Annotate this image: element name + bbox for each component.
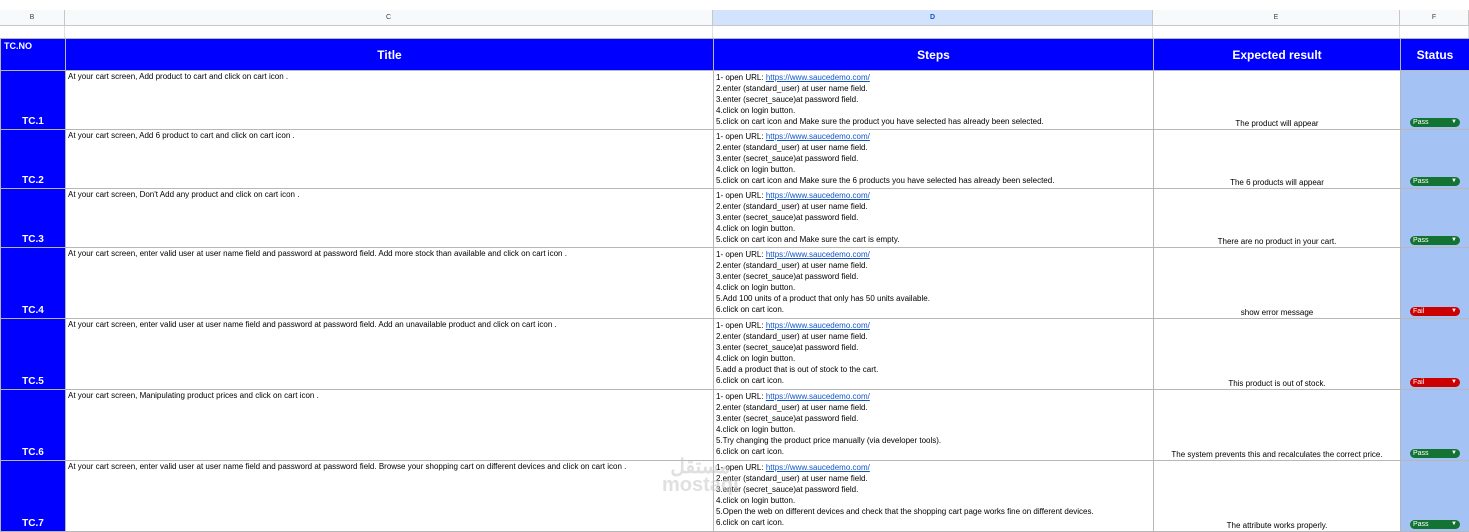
expected-result-cell[interactable]: This product is out of stock.	[1154, 319, 1401, 390]
step-line: 4.click on login button.	[716, 495, 1151, 506]
url-link[interactable]: https://www.saucedemo.com/	[766, 191, 870, 200]
table-row	[1, 71, 1469, 130]
header-tcno[interactable]: TC.NO	[1, 39, 66, 71]
table-row	[1, 390, 1469, 461]
step-line: 3.enter (secret_sauce)at password field.	[716, 94, 1151, 105]
chevron-down-icon: ▼	[1451, 449, 1457, 458]
header-steps[interactable]: Steps	[714, 39, 1154, 71]
column-header-e[interactable]: E	[1153, 10, 1400, 25]
test-case-table	[0, 38, 1469, 532]
test-case-id-cell[interactable]: TC.7	[1, 461, 66, 532]
steps-cell[interactable]	[714, 130, 1154, 189]
title-cell[interactable]: At your cart screen, Don't Add any product and click on cart icon .	[66, 189, 714, 248]
step-text: 1- open URL:	[716, 463, 766, 472]
step-line: 6.click on cart icon.	[716, 375, 1151, 386]
step-line: 4.click on login button.	[716, 164, 1151, 175]
column-header-bar	[0, 10, 1469, 26]
table-row	[1, 248, 1469, 319]
step-line: 4.click on login button.	[716, 353, 1151, 364]
step-line: 5.Add 100 units of a product that only has 50 units available.	[716, 293, 1151, 304]
step-line	[716, 72, 1151, 83]
blank-row	[0, 26, 1469, 38]
status-dropdown-chip[interactable]	[1410, 378, 1460, 387]
step-line	[716, 462, 1151, 473]
step-line: 4.click on login button.	[716, 424, 1151, 435]
step-line: 5.click on cart icon and Make sure the 6 products you have selected has already been selected.	[716, 175, 1151, 186]
expected-result-cell[interactable]: show error message	[1154, 248, 1401, 319]
steps-cell[interactable]	[714, 319, 1154, 390]
step-text: 1- open URL:	[716, 191, 766, 200]
title-cell[interactable]: At your cart screen, enter valid user at user name field and password at password field. Add more stock than available and click on cart icon .	[66, 248, 714, 319]
watermark-arabic: مستقل	[662, 458, 739, 476]
url-link[interactable]: https://www.saucedemo.com/	[766, 392, 870, 401]
step-line: 4.click on login button.	[716, 105, 1151, 116]
step-line	[716, 320, 1151, 331]
column-header-c[interactable]: C	[65, 10, 713, 25]
step-line	[716, 131, 1151, 142]
table-row	[1, 319, 1469, 390]
header-title[interactable]: Title	[66, 39, 714, 71]
test-case-id-cell[interactable]: TC.4	[1, 248, 66, 319]
step-line: 4.click on login button.	[716, 282, 1151, 293]
expected-result-cell[interactable]: There are no product in your cart.	[1154, 189, 1401, 248]
title-cell[interactable]: At your cart screen, Manipulating product prices and click on cart icon .	[66, 390, 714, 461]
chevron-down-icon: ▼	[1451, 307, 1457, 316]
title-cell[interactable]: At your cart screen, enter valid user at user name field and password at password field. Browse your shopping cart on different devices and click on cart icon .	[66, 461, 714, 532]
url-link[interactable]: https://www.saucedemo.com/	[766, 132, 870, 141]
column-header-f[interactable]: F	[1400, 10, 1469, 25]
status-label: Pass	[1413, 178, 1429, 185]
chevron-down-icon: ▼	[1451, 520, 1457, 529]
step-line: 6.click on cart icon.	[716, 446, 1151, 457]
step-line: 3.enter (secret_sauce)at password field.	[716, 153, 1151, 164]
status-dropdown-chip[interactable]	[1410, 118, 1460, 127]
step-line: 5.click on cart icon and Make sure the cart is empty.	[716, 234, 1151, 245]
step-line	[716, 249, 1151, 260]
status-label: Pass	[1413, 450, 1429, 457]
status-dropdown-chip[interactable]	[1410, 449, 1460, 458]
table-header-row	[1, 39, 1469, 71]
status-dropdown-chip[interactable]	[1410, 307, 1460, 316]
step-line: 2.enter (standard_user) at user name field.	[716, 473, 1151, 484]
url-link[interactable]: https://www.saucedemo.com/	[766, 250, 870, 259]
expected-result-cell[interactable]: The 6 products will appear	[1154, 130, 1401, 189]
status-cell[interactable]	[1401, 248, 1469, 319]
status-cell[interactable]	[1401, 71, 1469, 130]
test-case-id-cell[interactable]: TC.3	[1, 189, 66, 248]
step-text: 1- open URL:	[716, 250, 766, 259]
status-cell[interactable]	[1401, 461, 1469, 532]
expected-result-cell[interactable]: The system prevents this and recalculates the correct price.	[1154, 390, 1401, 461]
steps-cell[interactable]	[714, 248, 1154, 319]
step-line: 5.Try changing the product price manually (via developer tools).	[716, 435, 1151, 446]
url-link[interactable]: https://www.saucedemo.com/	[766, 73, 870, 82]
test-case-id-cell[interactable]: TC.6	[1, 390, 66, 461]
watermark-latin: mostaql	[662, 476, 739, 494]
step-line: 5.click on cart icon and Make sure the product you have selected has already been selected.	[716, 116, 1151, 127]
status-label: Pass	[1413, 521, 1429, 528]
expected-result-cell[interactable]: The attribute works properly.	[1154, 461, 1401, 532]
step-line: 6.click on cart icon.	[716, 304, 1151, 315]
chevron-down-icon: ▼	[1451, 177, 1457, 186]
status-dropdown-chip[interactable]	[1410, 236, 1460, 245]
status-label: Fail	[1413, 308, 1424, 315]
step-text: 1- open URL:	[716, 392, 766, 401]
status-dropdown-chip[interactable]	[1410, 520, 1460, 529]
step-line: 4.click on login button.	[716, 223, 1151, 234]
step-line: 3.enter (secret_sauce)at password field.	[716, 484, 1151, 495]
header-expected[interactable]: Expected result	[1154, 39, 1401, 71]
step-line: 2.enter (standard_user) at user name field.	[716, 83, 1151, 94]
step-line: 6.click on cart icon.	[716, 517, 1151, 528]
step-line: 2.enter (standard_user) at user name field.	[716, 260, 1151, 271]
step-line: 2.enter (standard_user) at user name field.	[716, 142, 1151, 153]
status-cell[interactable]	[1401, 130, 1469, 189]
status-label: Pass	[1413, 119, 1429, 126]
step-line: 2.enter (standard_user) at user name field.	[716, 331, 1151, 342]
status-cell[interactable]	[1401, 390, 1469, 461]
steps-cell[interactable]	[714, 71, 1154, 130]
status-label: Pass	[1413, 237, 1429, 244]
chevron-down-icon: ▼	[1451, 118, 1457, 127]
steps-cell[interactable]	[714, 390, 1154, 461]
steps-cell[interactable]	[714, 189, 1154, 248]
table-row	[1, 461, 1469, 532]
step-line: 2.enter (standard_user) at user name field.	[716, 402, 1151, 413]
step-line: 5.Open the web on different devices and check that the shopping cart page works fine on different devices.	[716, 506, 1151, 517]
column-header-b[interactable]: B	[0, 10, 65, 25]
step-line	[716, 190, 1151, 201]
step-line	[716, 391, 1151, 402]
title-cell[interactable]: At your cart screen, Add 6 product to cart and click on cart icon .	[66, 130, 714, 189]
status-dropdown-chip[interactable]	[1410, 177, 1460, 186]
test-case-id-cell[interactable]: TC.1	[1, 71, 66, 130]
chevron-down-icon: ▼	[1451, 236, 1457, 245]
step-line: 3.enter (secret_sauce)at password field.	[716, 413, 1151, 424]
step-text: 1- open URL:	[716, 132, 766, 141]
step-line: 5.add a product that is out of stock to the cart.	[716, 364, 1151, 375]
steps-cell[interactable]	[714, 461, 1154, 532]
header-status[interactable]: Status	[1401, 39, 1469, 71]
step-line: 3.enter (secret_sauce)at password field.	[716, 271, 1151, 282]
table-row	[1, 130, 1469, 189]
title-cell[interactable]: At your cart screen, Add product to cart and click on cart icon .	[66, 71, 714, 130]
status-label: Fail	[1413, 379, 1424, 386]
status-cell[interactable]	[1401, 319, 1469, 390]
title-cell[interactable]: At your cart screen, enter valid user at user name field and password at password field. Add an unavailable product and click on cart icon .	[66, 319, 714, 390]
test-case-id-cell[interactable]: TC.2	[1, 130, 66, 189]
status-cell[interactable]	[1401, 189, 1469, 248]
url-link[interactable]: https://www.saucedemo.com/	[766, 321, 870, 330]
column-header-d[interactable]: D	[713, 10, 1153, 25]
step-text: 1- open URL:	[716, 321, 766, 330]
table-row	[1, 189, 1469, 248]
step-line: 2.enter (standard_user) at user name field.	[716, 201, 1151, 212]
expected-result-cell[interactable]: The product will appear	[1154, 71, 1401, 130]
step-line: 3.enter (secret_sauce)at password field.	[716, 212, 1151, 223]
url-link[interactable]: https://www.saucedemo.com/	[766, 463, 870, 472]
step-line: 3.enter (secret_sauce)at password field.	[716, 342, 1151, 353]
chevron-down-icon: ▼	[1451, 378, 1457, 387]
test-case-id-cell[interactable]: TC.5	[1, 319, 66, 390]
step-text: 1- open URL:	[716, 73, 766, 82]
